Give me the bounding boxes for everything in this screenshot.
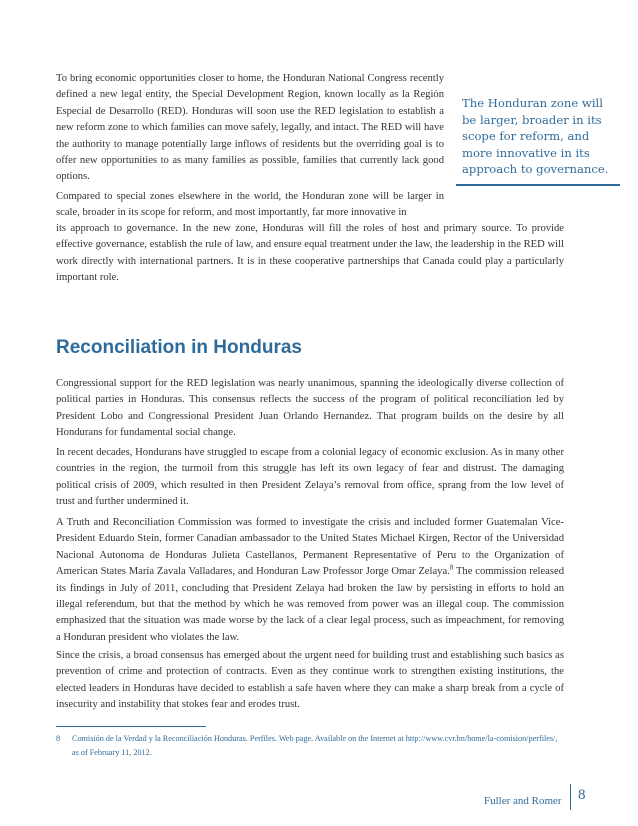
footnote-text: Comisión de la Verdad y la Reconciliación Honduras. Perfiles. Web page. Available on the Internet at http://www.cvr.hn/home/la-comision/perfiles/, as of February 11, 2012.	[72, 734, 558, 757]
footnote-divider	[56, 726, 206, 727]
section-heading: Reconciliation in Honduras	[56, 337, 302, 358]
section-paragraph-2: In recent decades, Hondurans have struggled to escape from a colonial legacy of economic exclusion. As in many other countries in the region, the turmoil from this struggle has left its own legacy of fear and distrust. The damaging political crisis of 2009, which resulted in then President Zelaya’s removal from office, sprang from the low level of trust and further undermined it.	[56, 447, 564, 508]
page-number: 8	[578, 787, 586, 803]
section-paragraph-1: Congressional support for the RED legislation was nearly unanimous, spanning the ideologically diverse collection of political parties in Honduras. This consensus reflects the success of the program of political reconciliation led by President Lobo and Congressional President Juan Orlando Hernandez. That program builds on the desire by all Hondurans for fundamental social change.	[56, 378, 564, 439]
footnote-number: 8	[56, 734, 61, 743]
intro-paragraph-2-end: its approach to governance. In the new zone, Honduras will fill the roles of host and primary source. To provide effective governance, establish the rule of law, and ensure equal treatment under the law, the leadership in the RED will work directly with international partners. It is in these cooperative partnerships that Canada could play a particularly important role.	[56, 223, 564, 284]
section-paragraph-3	[56, 515, 564, 646]
intro-paragraph-2-start: Compared to special zones elsewhere in the world, the Honduran zone will be larger in scale, broader in its scope for reform, and most importantly, far more innovative in	[56, 191, 444, 219]
footnote	[56, 732, 560, 759]
intro-paragraph-1: To bring economic opportunities closer to home, the Honduran National Congress recently defined a new legal entity, the Special Development Region, known locally as la Región Especial de Desarrollo (RED). Honduras will soon use the RED legislation to establish a new reform zone to which families can move safely, legally, and intact. The RED will have the authority to manage potentially large inflows of residents but the overriding goal is to offer new opportunities to as many families as possible, families that currently lack good options.	[56, 73, 444, 183]
footer-divider	[570, 784, 571, 810]
footnote-reference[interactable]: 8	[449, 563, 454, 572]
pull-quote: The Honduran zone will be larger, broader in its scope for reform, and more innovative in its approach to governance.	[456, 93, 620, 186]
section-paragraph-3-part-2: The commission released its findings in July of 2011, concluding that President Zelaya had broken the law by persisting in efforts to hold an illegal referendum, but that the method by which he was removed from power was an illegal coup. The commission emphasized that the situation was made worse by the lack of a clear legal process, such as impeachment, for removing a Honduran president who violates the law.	[56, 566, 564, 643]
footer-authors: Fuller and Romer	[484, 795, 562, 807]
section-paragraph-3-part-1: A Truth and Reconciliation Commission was formed to investigate the crisis and included former Guatemalan Vice-President Eduardo Stein, former Canadian ambassador to the United States Michael Kirgen, Rector of the Universidad Nacional Autonoma de Honduras Julieta Castellanos, Permanent Representative of Peru to the Organization of American States María Zavala Valladares, and Honduran Law Professor Jorge Omar Zelaya.	[56, 517, 564, 578]
section-paragraph-4: Since the crisis, a broad consensus has emerged about the urgent need for building trust and establishing such basics as prevention of crime and protection of contracts. Even as they continue work to strengthen existing institutions, the elected leaders in Honduras have decided to establish a safe haven where they can make a sharp break from a cycle of insecurity and instability that stokes fear and erodes trust.	[56, 650, 564, 711]
